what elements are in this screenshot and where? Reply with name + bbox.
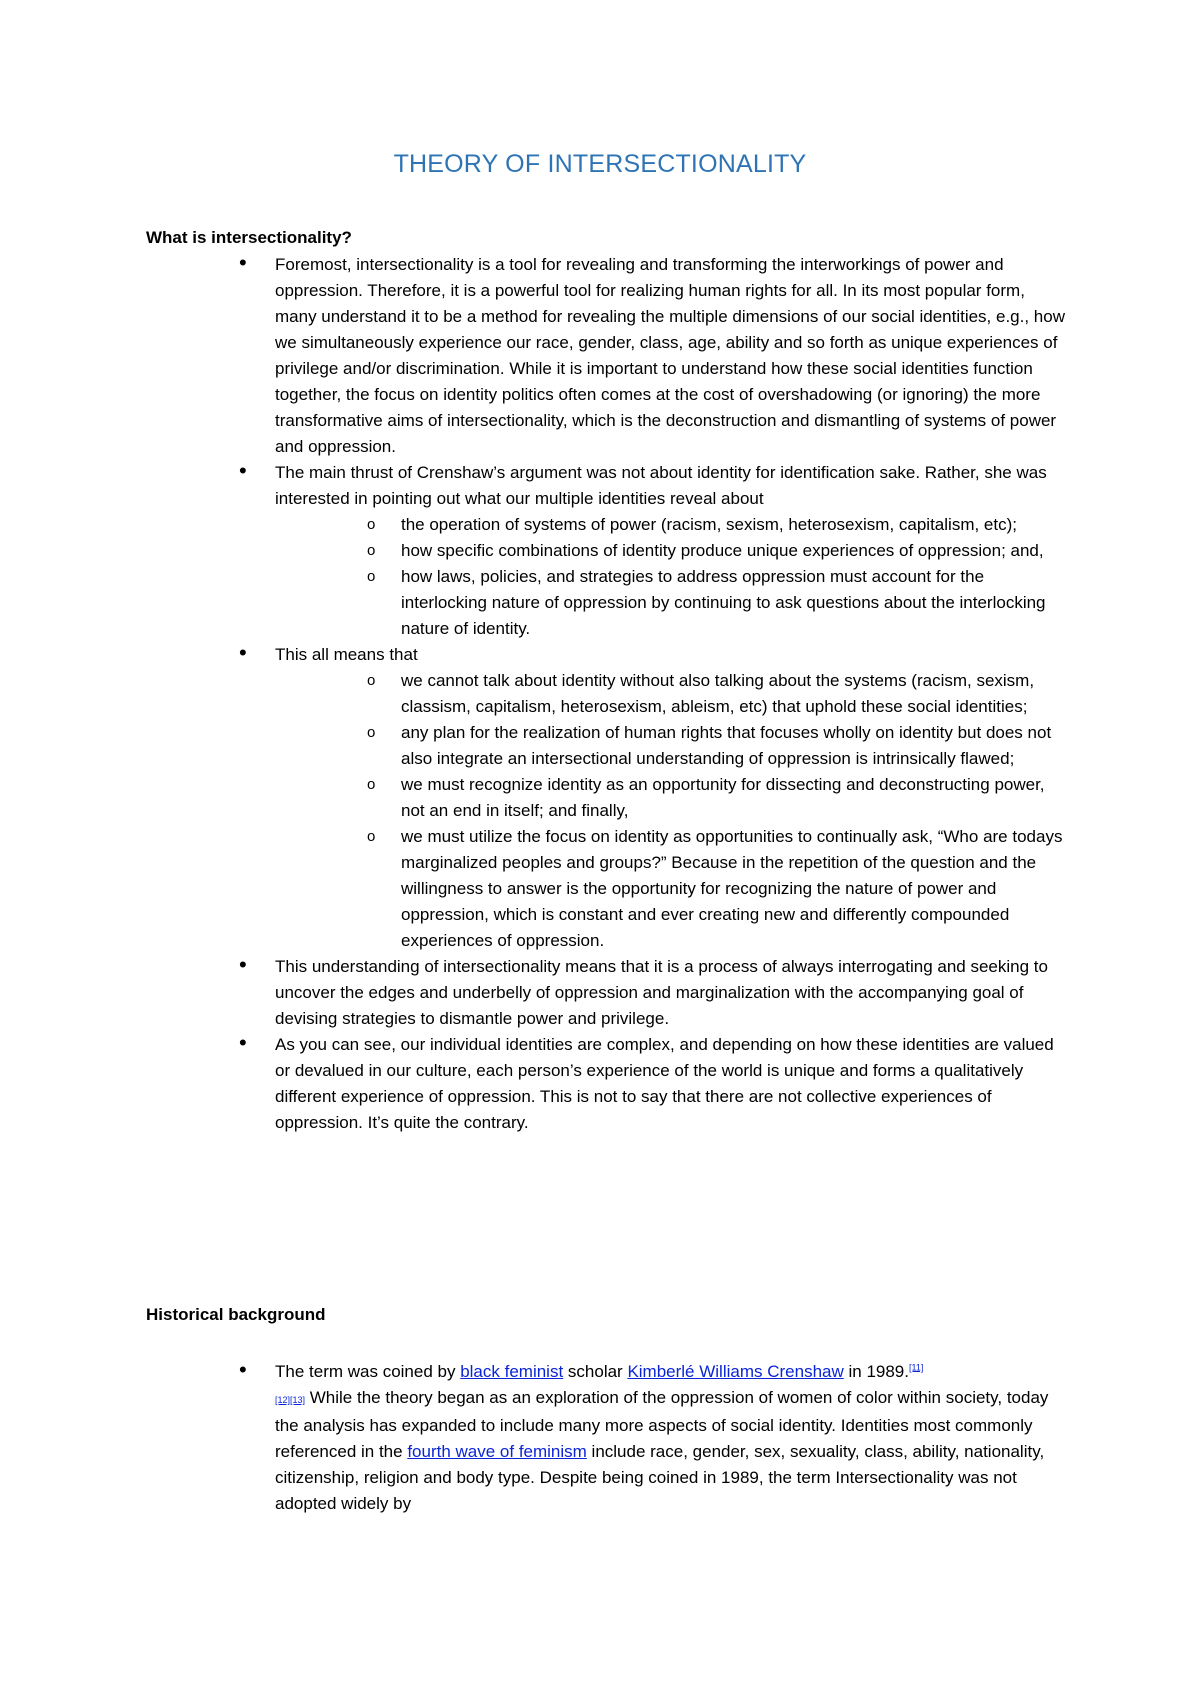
link-kimberle-crenshaw[interactable]: Kimberlé Williams Crenshaw: [627, 1362, 844, 1381]
text-run: scholar: [563, 1362, 628, 1381]
sub-item: o any plan for the realization of human rights that focuses wholly on identity but does not also integrate an intersectional understanding of oppression is intrinsically flawed;: [401, 720, 1065, 772]
link-black-feminist[interactable]: black feminist: [460, 1362, 564, 1381]
document-title: THEORY OF INTERSECTIONALITY: [393, 150, 807, 178]
sub-list: [275, 668, 1065, 954]
sub-item: o how specific combinations of identity produce unique experiences of oppression; and,: [401, 538, 1065, 564]
link-fourth-wave-of-feminism[interactable]: fourth wave of feminism: [407, 1442, 587, 1461]
bullet-text: This understanding of intersectionality means that it is a process of always interrogating and seeking to uncover the edges and underbelly of oppression and marginalization with the accompanying goal of devising strategies to dismantle power and privilege.: [275, 957, 1048, 1028]
bullet-item: [275, 954, 1065, 1032]
bullet-item: [275, 460, 1065, 642]
sub-list: [275, 512, 1065, 642]
sub-item: o we must recognize identity as an opportunity for dissecting and deconstructing power, not an end in itself; and finally,: [401, 772, 1065, 824]
text-run: in 1989.: [843, 1362, 909, 1381]
text-run: While the theory began as an exploration of the oppression of women of color within society, today the analysis has expanded to include many more aspects of social identity. Identities most commonly referenced in the: [275, 1388, 1049, 1461]
sub-item: o the operation of systems of power (racism, sexism, heterosexism, capitalism, etc);: [401, 512, 1065, 538]
intersectionality-bullet-list: [275, 252, 1065, 1136]
bullet-text: As you can see, our individual identities are complex, and depending on how these identities are valued or devalued in our culture, each person’s experience of the world is unique and forms a qualitatively different experience of oppression. This is not to say that there are not collective experiences of oppression. It’s quite the contrary.: [275, 1035, 1054, 1132]
bullet-item: [275, 1032, 1065, 1136]
sub-item: o how laws, policies, and strategies to address oppression must account for the interlocking nature of oppression by continuing to ask questions about the interlocking nature of identity.: [401, 564, 1065, 642]
citation-12-13[interactable]: [12][13]: [275, 1395, 306, 1405]
sub-item: o we cannot talk about identity without also talking about the systems (racism, sexism, classism, capitalism, heterosexism, ableism, etc) that uphold these social identities;: [401, 668, 1065, 720]
bullet-item: [275, 252, 1065, 460]
historical-bullet-list: [275, 1359, 1065, 1517]
bullet-item: [275, 642, 1065, 954]
bullet-text: This all means that: [275, 645, 418, 664]
heading-what-is-intersectionality: What is intersectionality?: [146, 228, 352, 247]
text-run: include race, gender, sex, sexuality, class, ability, nationality, citizenship, religion and body type. Despite being coined in 1989, the term Intersectionality was not adopted widely by: [275, 1442, 1045, 1513]
citation-11[interactable]: [11]: [909, 1362, 924, 1373]
text-run: The term was coined by: [275, 1362, 461, 1381]
heading-historical-background: Historical background: [146, 1305, 326, 1324]
sub-item: o we must utilize the focus on identity as opportunities to continually ask, “Who are todays marginalized peoples and groups?” Because in the repetition of the question and the willingness to answer is the opportunity for recognizing the nature of power and oppression, which is constant and ever creating new and differently compounded experiences of oppression.: [401, 824, 1065, 954]
bullet-text: Foremost, intersectionality is a tool for revealing and transforming the interworkings of power and oppression. Therefore, it is a powerful tool for realizing human rights for all. In its most popular form, many understand it to be a method for revealing the multiple dimensions of our social identities, e.g., how we simultaneously experience our race, gender, class, age, ability and so forth as unique experiences of privilege and/or discrimination. While it is important to understand how these social identities function together, the focus on identity politics often comes at the cost of overshadowing (or ignoring) the more transformative aims of intersectionality, which is the deconstruction and dismantling of systems of power and oppression.: [275, 255, 1065, 456]
bullet-item: [275, 1359, 1065, 1517]
bullet-text: The main thrust of Crenshaw’s argument was not about identity for identification sake. Rather, she was interested in pointing out what our multiple identities reveal about: [275, 463, 1047, 508]
